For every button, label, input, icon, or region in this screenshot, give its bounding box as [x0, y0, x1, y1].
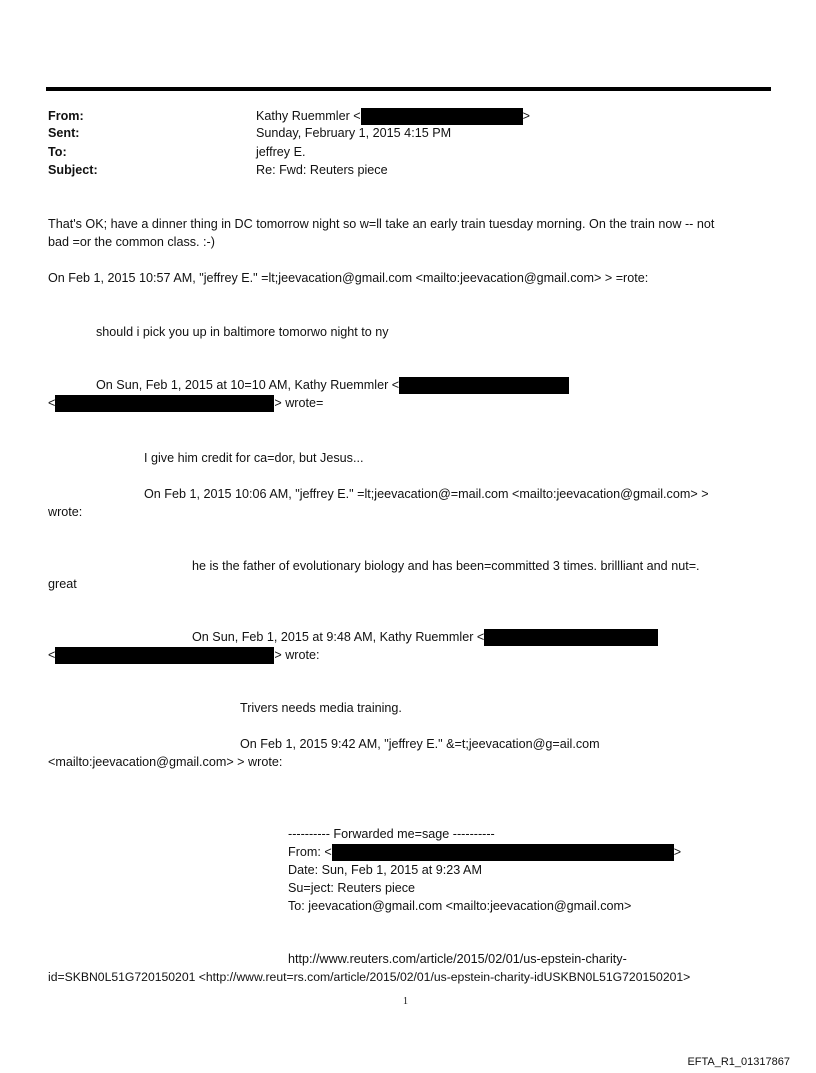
quote-header-text: > wrote=: [274, 396, 324, 410]
forwarded-to: To: jeevacation@gmail.com <mailto:jeevacation@gmail.com>: [288, 899, 632, 913]
quote-header: On Feb 1, 2015 10:06 AM, "jeffrey E." =lt;jeevacation@=mail.com <mailto:jeevacation@gmail.com> >: [144, 487, 709, 501]
quote-header-text: <: [48, 648, 56, 662]
article-link[interactable]: http://www.reuters.com/article/2015/02/01/us-epstein-charity-: [288, 952, 627, 966]
quote-header-text: On Sun, Feb 1, 2015 at 10=10 AM, Kathy Ruemmler <: [96, 378, 400, 392]
sent-label: Sent:: [48, 126, 80, 140]
subject-label: Subject:: [48, 163, 98, 177]
from-close: >: [522, 109, 530, 123]
redaction-bar: [361, 108, 523, 125]
redaction-bar: [399, 377, 569, 394]
quote-header: <mailto:jeevacation@gmail.com> > wrote:: [48, 755, 283, 769]
redaction-bar: [332, 844, 674, 861]
quote-header-text: On Sun, Feb 1, 2015 at 9:48 AM, Kathy Ruemmler <: [192, 630, 485, 644]
forwarded-subject: Su=ject: Reuters piece: [288, 881, 416, 895]
quote-header: On Feb 1, 2015 9:42 AM, "jeffrey E." &=t;jeevacation@g=ail.com: [240, 737, 600, 751]
forwarded-from-text: From: <: [288, 845, 332, 859]
bates-number: EFTA_R1_01317867: [687, 1056, 790, 1068]
quote-header: [48, 395, 323, 412]
quote-body: should i pick you up in baltimore tomorwo night to ny: [96, 325, 389, 339]
subject-value: Re: Fwd: Reuters piece: [256, 163, 388, 177]
quote-body: great: [48, 577, 77, 591]
forwarded-divider: ---------- Forwarded me=sage ----------: [288, 827, 495, 841]
quote-header: On Feb 1, 2015 10:57 AM, "jeffrey E." =lt;jeevacation@gmail.com <mailto:jeevacation@gmail.com> > =rote:: [48, 271, 649, 285]
redaction-bar: [55, 395, 274, 412]
forwarded-from: [288, 844, 681, 861]
redaction-bar: [55, 647, 274, 664]
to-value: jeffrey E.: [256, 145, 306, 159]
to-label: To:: [48, 145, 67, 159]
quote-header-text: > wrote:: [274, 648, 320, 662]
forwarded-date: Date: Sun, Feb 1, 2015 at 9:23 AM: [288, 863, 482, 877]
quote-header: [192, 629, 658, 646]
quote-body: he is the father of evolutionary biology and has been=committed 3 times. brillliant and nut=.: [192, 559, 700, 573]
quote-header: wrote:: [48, 505, 83, 519]
sent-value: Sunday, February 1, 2015 4:15 PM: [256, 126, 452, 140]
quote-header: [48, 647, 320, 664]
quote-body: Trivers needs media training.: [240, 701, 402, 715]
body-line: That's OK; have a dinner thing in DC tomorrow night so w=ll take an early train tuesday morning. On the train now -- not: [48, 217, 715, 231]
from-label: From:: [48, 109, 84, 123]
header-rule: [46, 87, 771, 91]
body-line: bad =or the common class. :-): [48, 235, 215, 249]
from-value: [256, 108, 530, 125]
redaction-bar: [484, 629, 658, 646]
quote-header-text: <: [48, 396, 56, 410]
forwarded-from-text: >: [673, 845, 682, 859]
quote-header: [96, 377, 569, 394]
from-name: Kathy Ruemmler <: [256, 109, 361, 123]
article-link[interactable]: id=SKBN0L51G720150201 <http://www.reut=rs.com/article/2015/02/01/us-epstein-charity-idUSKBN0L51G720150201>: [48, 970, 691, 984]
quote-body: I give him credit for ca=dor, but Jesus...: [144, 451, 364, 465]
page-number: 1: [403, 996, 408, 1007]
